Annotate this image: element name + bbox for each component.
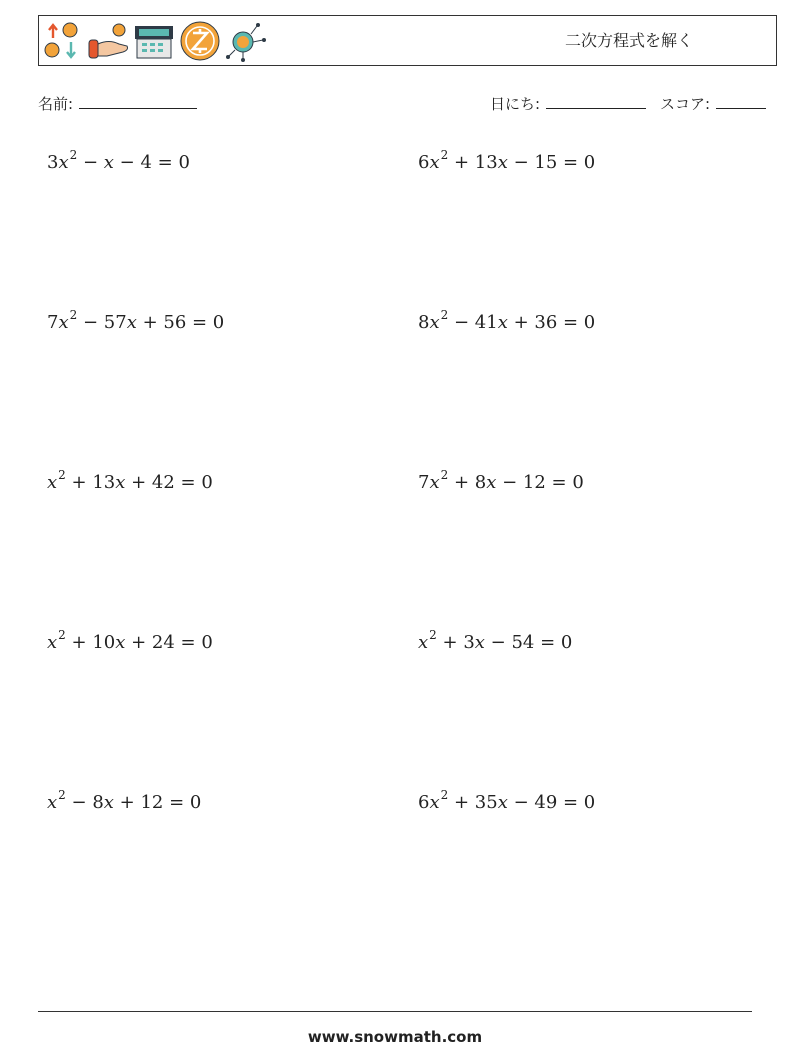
problem-1: $3x^2 - x - 4 = 0$ <box>47 148 190 173</box>
date-field <box>490 93 646 114</box>
worksheet-title: 二次方程式を解く <box>564 31 693 50</box>
problem-9: $x^2 - 8x + 12 = 0$ <box>47 788 202 813</box>
name-label: 名前: <box>38 95 74 113</box>
problem-7: $x^2 + 10x + 24 = 0$ <box>47 628 213 653</box>
coin-exchange-icon <box>45 23 77 57</box>
bitcoin-network-icon <box>226 23 266 62</box>
header-icons <box>43 20 268 62</box>
hand-coin-icon <box>89 24 128 58</box>
footer-divider <box>38 1011 752 1012</box>
problem-3: $7x^2 - 57x + 56 = 0$ <box>47 308 225 333</box>
problem-4: $8x^2 - 41x + 36 = 0$ <box>418 308 596 333</box>
score-blank[interactable] <box>716 94 766 109</box>
footer-url[interactable]: www.snowmath.com <box>307 1028 483 1046</box>
date-blank[interactable] <box>546 94 646 109</box>
cash-register-icon <box>135 26 173 58</box>
problem-2: $6x^2 + 13x - 15 = 0$ <box>418 148 596 173</box>
problem-6: $7x^2 + 8x - 12 = 0$ <box>418 468 584 493</box>
name-blank[interactable] <box>79 94 197 109</box>
problem-8: $x^2 + 3x - 54 = 0$ <box>418 628 573 653</box>
problem-10: $6x^2 + 35x - 49 = 0$ <box>418 788 596 813</box>
worksheet-header <box>38 15 777 66</box>
score-field <box>660 93 766 114</box>
score-label: スコア: <box>660 95 711 113</box>
problem-5: $x^2 + 13x + 42 = 0$ <box>47 468 213 493</box>
zcash-coin-icon <box>181 22 219 60</box>
name-field <box>38 93 197 114</box>
date-label: 日にち: <box>490 95 541 113</box>
